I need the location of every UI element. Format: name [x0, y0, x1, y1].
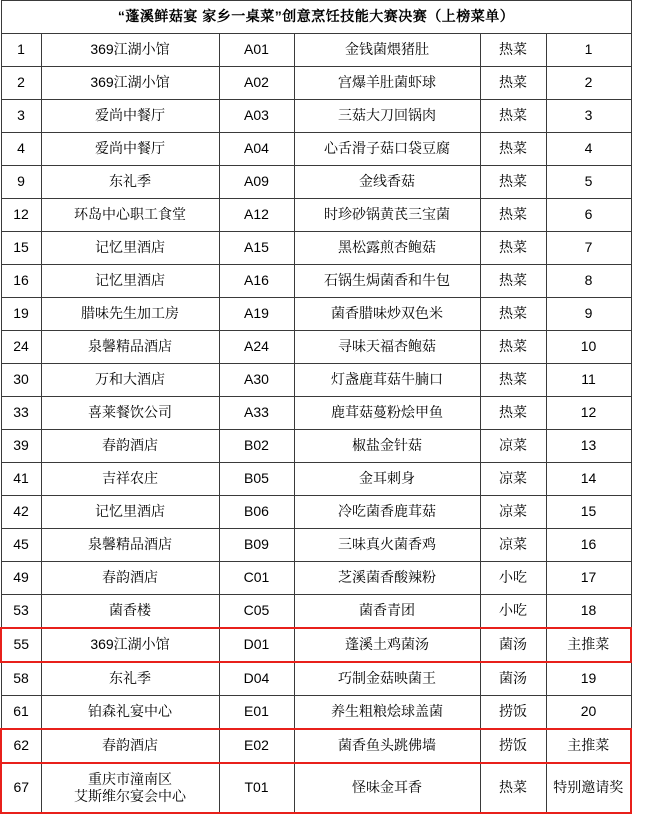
cell-code: A24 [219, 331, 294, 364]
cell-index: 58 [1, 662, 41, 696]
cell-type: 捞饭 [480, 696, 546, 730]
cell-rank: 13 [546, 430, 631, 463]
cell-type: 热菜 [480, 166, 546, 199]
cell-index: 39 [1, 430, 41, 463]
cell-type: 热菜 [480, 364, 546, 397]
cell-dish: 蓬溪土鸡菌汤 [294, 628, 480, 662]
cell-dish: 灯盏鹿茸菇牛腩口 [294, 364, 480, 397]
cell-rank: 主推菜 [546, 628, 631, 662]
cell-code: A12 [219, 199, 294, 232]
cell-dish: 巧制金菇映菌王 [294, 662, 480, 696]
cell-index: 49 [1, 562, 41, 595]
table-row [1, 463, 631, 496]
table-row [1, 662, 631, 696]
cell-code: A03 [219, 100, 294, 133]
cell-code: A09 [219, 166, 294, 199]
cell-code: B05 [219, 463, 294, 496]
cell-dish: 菌香鱼头跳佛墙 [294, 729, 480, 763]
cell-rank: 8 [546, 265, 631, 298]
table-row [1, 364, 631, 397]
cell-dish: 寻味天福杏鲍菇 [294, 331, 480, 364]
cell-index: 24 [1, 331, 41, 364]
table-row [1, 166, 631, 199]
cell-type: 菌汤 [480, 628, 546, 662]
cell-index: 55 [1, 628, 41, 662]
cell-type: 热菜 [480, 100, 546, 133]
cell-dish: 菌香青团 [294, 595, 480, 629]
cell-dish: 鹿茸菇蔓粉烩甲鱼 [294, 397, 480, 430]
cell-dish: 心舌滑子菇口袋豆腐 [294, 133, 480, 166]
cell-type: 捞饭 [480, 729, 546, 763]
cell-type: 热菜 [480, 265, 546, 298]
cell-restaurant: 春韵酒店 [41, 562, 219, 595]
cell-type: 热菜 [480, 67, 546, 100]
cell-dish: 时珍砂锅黄芪三宝菌 [294, 199, 480, 232]
cell-code: B09 [219, 529, 294, 562]
cell-restaurant: 喜莱餐饮公司 [41, 397, 219, 430]
table-body [1, 1, 631, 814]
cell-restaurant: 369江湖小馆 [41, 67, 219, 100]
cell-index: 12 [1, 199, 41, 232]
cell-index: 67 [1, 763, 41, 813]
cell-index: 33 [1, 397, 41, 430]
cell-dish: 养生粗粮烩球盖菌 [294, 696, 480, 730]
cell-rank: 4 [546, 133, 631, 166]
cell-restaurant: 东礼季 [41, 662, 219, 696]
cell-restaurant: 吉祥农庄 [41, 463, 219, 496]
cell-restaurant: 万和大酒店 [41, 364, 219, 397]
cell-dish: 金耳刺身 [294, 463, 480, 496]
cell-code: E02 [219, 729, 294, 763]
cell-code: B02 [219, 430, 294, 463]
cell-type: 凉菜 [480, 463, 546, 496]
cell-index: 19 [1, 298, 41, 331]
cell-rank: 11 [546, 364, 631, 397]
table-row [1, 331, 631, 364]
cell-type: 热菜 [480, 199, 546, 232]
table-row [1, 298, 631, 331]
cell-restaurant: 爱尚中餐厅 [41, 133, 219, 166]
table-row [1, 67, 631, 100]
cell-dish: 石锅生焗菌香和牛包 [294, 265, 480, 298]
table-row [1, 729, 631, 763]
cell-rank: 19 [546, 662, 631, 696]
cell-rank: 10 [546, 331, 631, 364]
cell-restaurant: 铂森礼宴中心 [41, 696, 219, 730]
cell-index: 1 [1, 34, 41, 67]
cell-index: 45 [1, 529, 41, 562]
cell-dish: 怪味金耳香 [294, 763, 480, 813]
table-row [1, 100, 631, 133]
table-row [1, 529, 631, 562]
cell-index: 3 [1, 100, 41, 133]
cell-restaurant: 爱尚中餐厅 [41, 100, 219, 133]
cell-rank: 18 [546, 595, 631, 629]
cell-code: T01 [219, 763, 294, 813]
cell-rank: 6 [546, 199, 631, 232]
cell-type: 凉菜 [480, 529, 546, 562]
cell-restaurant: 369江湖小馆 [41, 628, 219, 662]
cell-type: 热菜 [480, 331, 546, 364]
cell-type: 热菜 [480, 298, 546, 331]
cell-index: 53 [1, 595, 41, 629]
table-row [1, 595, 631, 629]
cell-dish: 椒盐金针菇 [294, 430, 480, 463]
cell-dish: 三菇大刀回锅肉 [294, 100, 480, 133]
table-row [1, 696, 631, 730]
cell-index: 2 [1, 67, 41, 100]
cell-code: A02 [219, 67, 294, 100]
table-row [1, 397, 631, 430]
cell-restaurant: 春韵酒店 [41, 430, 219, 463]
cell-restaurant: 环岛中心职工食堂 [41, 199, 219, 232]
cell-rank: 17 [546, 562, 631, 595]
cell-rank: 9 [546, 298, 631, 331]
page-title: “蓬溪鲜菇宴 家乡一桌菜”创意烹饪技能大赛决赛（上榜菜单） [1, 1, 631, 34]
cell-index: 41 [1, 463, 41, 496]
cell-code: E01 [219, 696, 294, 730]
cell-rank: 1 [546, 34, 631, 67]
cell-type: 凉菜 [480, 496, 546, 529]
cell-index: 16 [1, 265, 41, 298]
table-row [1, 562, 631, 595]
cell-dish: 宫爆羊肚菌虾球 [294, 67, 480, 100]
cell-code: A15 [219, 232, 294, 265]
cell-dish: 菌香腊味炒双色米 [294, 298, 480, 331]
table-row [1, 496, 631, 529]
cell-type: 热菜 [480, 397, 546, 430]
cell-code: D04 [219, 662, 294, 696]
cell-code: C05 [219, 595, 294, 629]
cell-rank: 20 [546, 696, 631, 730]
cell-code: A30 [219, 364, 294, 397]
cell-restaurant: 春韵酒店 [41, 729, 219, 763]
cell-index: 62 [1, 729, 41, 763]
cell-rank: 2 [546, 67, 631, 100]
cell-restaurant: 记忆里酒店 [41, 232, 219, 265]
cell-rank: 3 [546, 100, 631, 133]
cell-rank: 特别邀请奖 [546, 763, 631, 813]
table-row [1, 34, 631, 67]
cell-type: 菌汤 [480, 662, 546, 696]
cell-type: 小吃 [480, 595, 546, 629]
table-row [1, 199, 631, 232]
cell-restaurant: 泉馨精品酒店 [41, 529, 219, 562]
cell-restaurant: 菌香楼 [41, 595, 219, 629]
cell-type: 热菜 [480, 763, 546, 813]
cell-type: 热菜 [480, 133, 546, 166]
cell-dish: 冷吃菌香鹿茸菇 [294, 496, 480, 529]
cell-code: A04 [219, 133, 294, 166]
cell-code: A19 [219, 298, 294, 331]
cell-restaurant: 重庆市潼南区 艾斯维尔宴会中心 [41, 763, 219, 813]
cell-type: 凉菜 [480, 430, 546, 463]
table-row [1, 430, 631, 463]
cell-rank: 主推菜 [546, 729, 631, 763]
cell-dish: 三味真火菌香鸡 [294, 529, 480, 562]
table-row [1, 232, 631, 265]
cell-restaurant: 泉馨精品酒店 [41, 331, 219, 364]
cell-rank: 14 [546, 463, 631, 496]
cell-rank: 5 [546, 166, 631, 199]
cell-dish: 黑松露煎杏鲍菇 [294, 232, 480, 265]
cell-code: A01 [219, 34, 294, 67]
cell-type: 热菜 [480, 34, 546, 67]
cell-index: 61 [1, 696, 41, 730]
cell-code: A33 [219, 397, 294, 430]
cell-type: 热菜 [480, 232, 546, 265]
cell-code: B06 [219, 496, 294, 529]
cell-code: D01 [219, 628, 294, 662]
table-row [1, 763, 631, 813]
table-row [1, 628, 631, 662]
cell-index: 15 [1, 232, 41, 265]
table-row [1, 133, 631, 166]
cell-type: 小吃 [480, 562, 546, 595]
cell-dish: 金钱菌煨猪肚 [294, 34, 480, 67]
table-title-row [1, 1, 631, 34]
cell-dish: 金线香菇 [294, 166, 480, 199]
cell-restaurant: 记忆里酒店 [41, 265, 219, 298]
cell-rank: 12 [546, 397, 631, 430]
cell-index: 9 [1, 166, 41, 199]
cell-index: 30 [1, 364, 41, 397]
cell-rank: 15 [546, 496, 631, 529]
cell-index: 42 [1, 496, 41, 529]
cell-code: C01 [219, 562, 294, 595]
cell-restaurant: 369江湖小馆 [41, 34, 219, 67]
cell-restaurant: 记忆里酒店 [41, 496, 219, 529]
cell-restaurant: 东礼季 [41, 166, 219, 199]
cell-rank: 16 [546, 529, 631, 562]
cell-code: A16 [219, 265, 294, 298]
cell-rank: 7 [546, 232, 631, 265]
table-row [1, 265, 631, 298]
cell-index: 4 [1, 133, 41, 166]
cell-restaurant: 腊味先生加工房 [41, 298, 219, 331]
cell-dish: 芝溪菌香酸辣粉 [294, 562, 480, 595]
